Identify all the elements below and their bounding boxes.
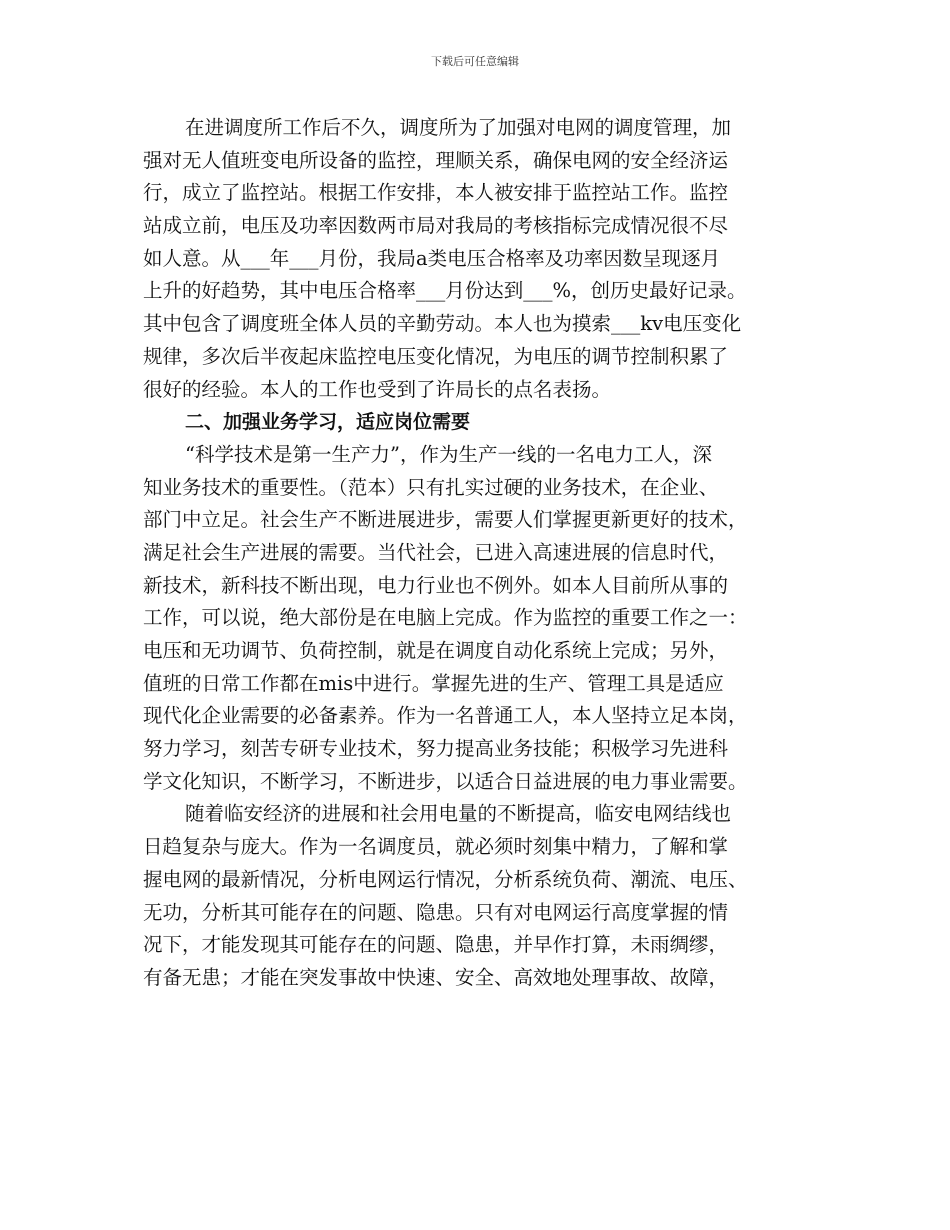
document-body xyxy=(143,112,823,995)
text-line: 站成立前，电压及功率因数两市局对我局的考核指标完成情况很不尽 xyxy=(143,214,729,238)
text-line: 学文化知识，不断学习，不断进步，以适合日益进展的电力事业需要。 xyxy=(143,769,748,793)
text-line: 随着临安经济的进展和社会用电量的不断提高，临安电网结线也 xyxy=(185,802,732,826)
text-line: 强对无人值班变电所设备的监控，理顺关系，确保电网的安全经济运 xyxy=(143,148,729,172)
text-line: 如人意。从___年___月份，我局a类电压合格率及功率因数呈现逐月 xyxy=(143,246,721,270)
text-line: 无功，分析其可能存在的问题、隐患。只有对电网运行高度掌握的情 xyxy=(143,900,729,924)
text-line: “科学技术是第一生产力”，作为生产一线的一名电力工人，深 xyxy=(185,442,712,466)
text-line: 有备无患；才能在突发事故中快速、安全、高效地处理事故、故障， xyxy=(143,965,729,989)
text-line: 努力学习，刻苦专研专业技术，努力提高业务技能；积极学习先进科 xyxy=(143,737,729,761)
text-line: 况下，才能发现其可能存在的问题、隐患，并早作打算，未雨绸缪， xyxy=(143,933,729,957)
text-line: 满足社会生产进展的需要。当代社会，已进入高速进展的信息时代， xyxy=(143,540,729,564)
text-line: 工作，可以说，绝大部份是在电脑上完成。作为监控的重要工作之一： xyxy=(143,606,748,630)
text-line: 电压和无功调节、负荷控制，就是在调度自动化系统上完成；另外， xyxy=(143,639,729,662)
text-line: 上升的好趋势，其中电压合格率___月份达到___%，创历史最好记录。 xyxy=(143,279,747,303)
text-line: 值班的日常工作都在mis中进行。掌握先进的生产、管理工具是适应 xyxy=(143,671,724,695)
text-line: 行，成立了监控站。根据工作安排，本人被安排于监控站工作。监控 xyxy=(143,181,729,205)
text-line: 握电网的最新情况，分析电网运行情况，分析系统负荷、潮流、电压、 xyxy=(143,867,748,891)
text-line: 新技术，新科技不断出现，电力行业也不例外。如本人目前所从事的 xyxy=(143,573,729,597)
text-line: 部门中立足。社会生产不断进展进步，需要人们掌握更新更好的技术， xyxy=(143,508,748,532)
section-heading: 二、加强业务学习，适应岗位需要 xyxy=(185,411,471,434)
text-line: 其中包含了调度班全体人员的辛勤劳动。本人也为摸索___kv电压变化 xyxy=(143,312,742,336)
text-line: 规律，多次后半夜起床监控电压变化情况，为电压的调节控制积累了 xyxy=(143,344,729,368)
text-line: 在进调度所工作后不久，调度所为了加强对电网的调度管理，加 xyxy=(185,116,732,139)
text-line: 现代化企业需要的必备素养。作为一名普通工人，本人坚持立足本岗， xyxy=(143,704,748,728)
text-line: 知业务技术的重要性。（范本）只有扎实过硬的业务技术，在企业、 xyxy=(143,475,719,499)
text-line: 很好的经验。本人的工作也受到了许局长的点名表扬。 xyxy=(143,377,612,401)
page-header: 下载后可任意编辑 xyxy=(431,55,519,68)
text-line: 日趋复杂与庞大。作为一名调度员，就必须时刻集中精力，了解和掌 xyxy=(143,835,729,859)
